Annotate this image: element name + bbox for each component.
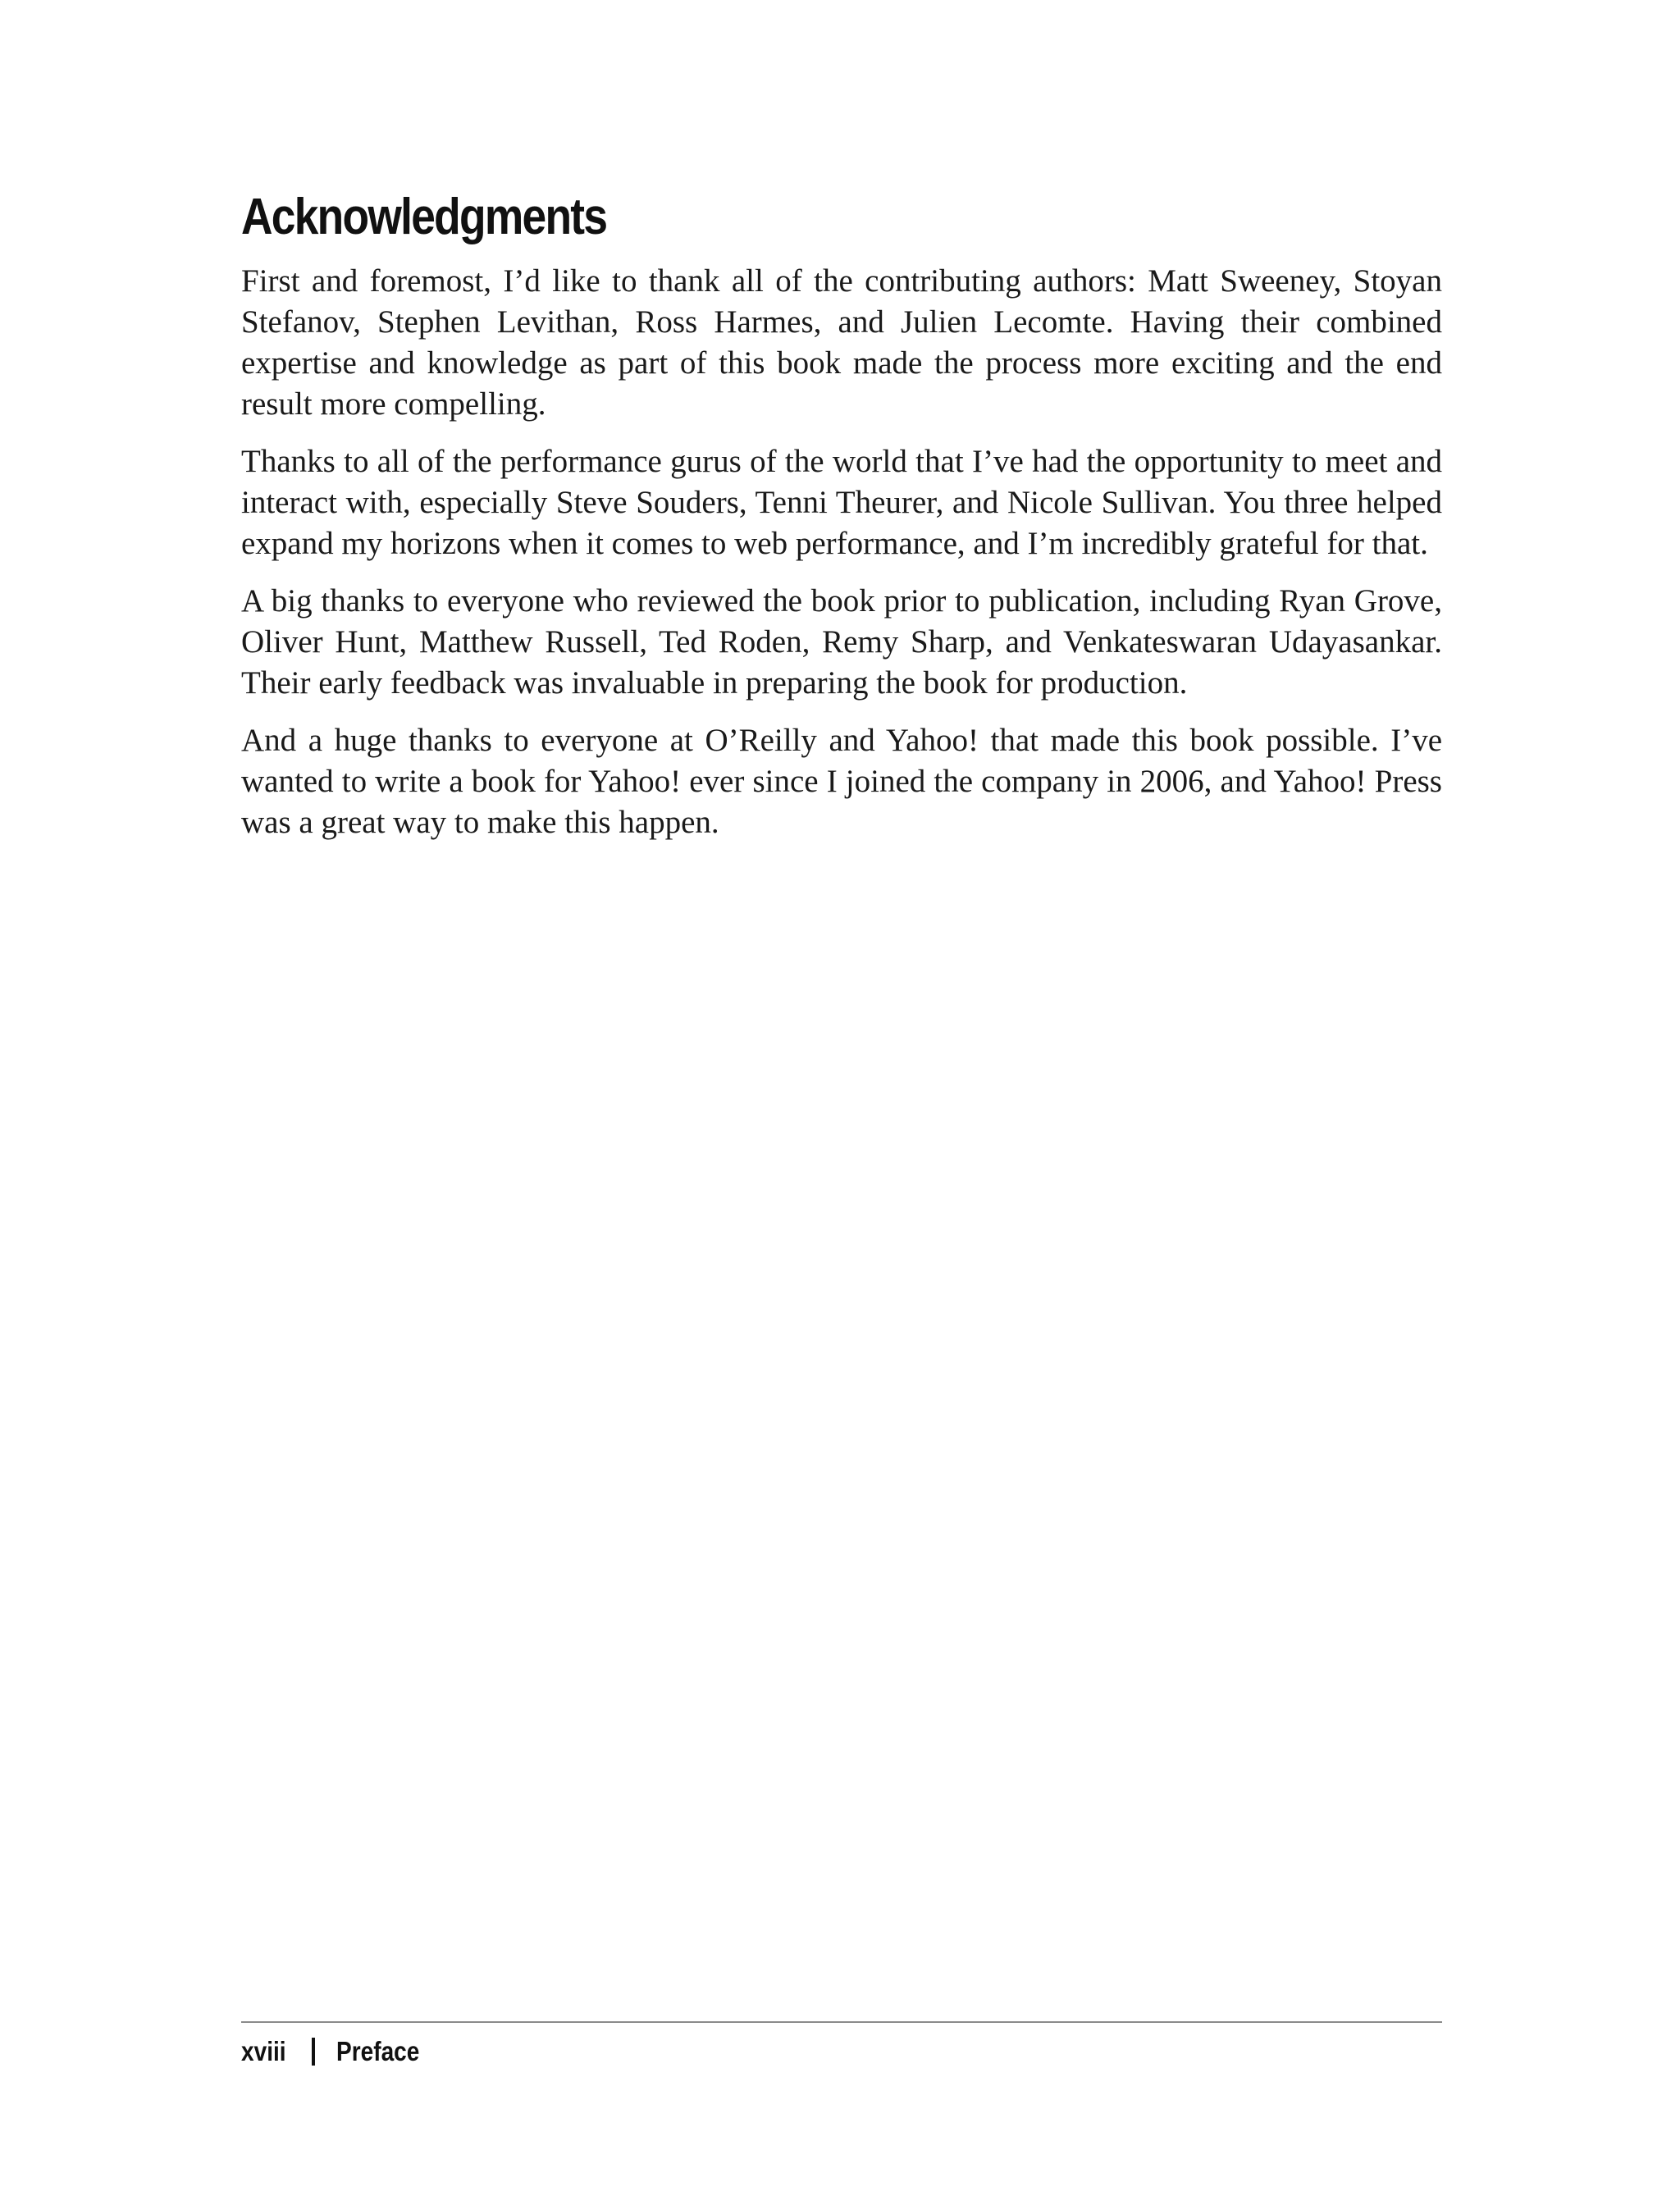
page-content (241, 180, 1442, 860)
footer-section-title: Preface (336, 2036, 420, 2066)
paragraph-contributors: First and foremost, I’d like to thank all of the contributing authors: Matt Sweeney, Stoyan Stefanov, Stephen Levithan, Ross Harmes, and Julien Lecomte. Having their combined expertise and knowledge as part of this book made the process more exciting and the end result more compelling. (241, 263, 1442, 422)
footer-separator (312, 2038, 315, 2066)
footer-divider (241, 2021, 1442, 2023)
page-footer (241, 2031, 434, 2072)
paragraph-performance-gurus: Thanks to all of the performance gurus of the world that I’ve had the opportunity to meet and interact with, especially Steve Souders, Tenni Theurer, and Nicole Sullivan. You three helped expand my horizons when it comes to web performance, and I’m incredibly grateful for that. (241, 444, 1442, 561)
paragraph-publishers: And a huge thanks to everyone at O’Reilly and Yahoo! that made this book possible. I’ve wanted to write a book for Yahoo! ever since I joined the company in 2006, and Yahoo! Press was a great way to make this happen. (241, 723, 1442, 840)
section-heading: Acknowledgments (241, 189, 607, 245)
paragraph-reviewers: A big thanks to everyone who reviewed the book prior to publication, including Ryan Grove, Oliver Hunt, Matthew Russell, Ted Roden, Remy Sharp, and Venkateswaran Udayasankar. Their early feedback was invaluable in preparing the book for production. (241, 583, 1442, 701)
page-number: xviii (241, 2036, 286, 2066)
